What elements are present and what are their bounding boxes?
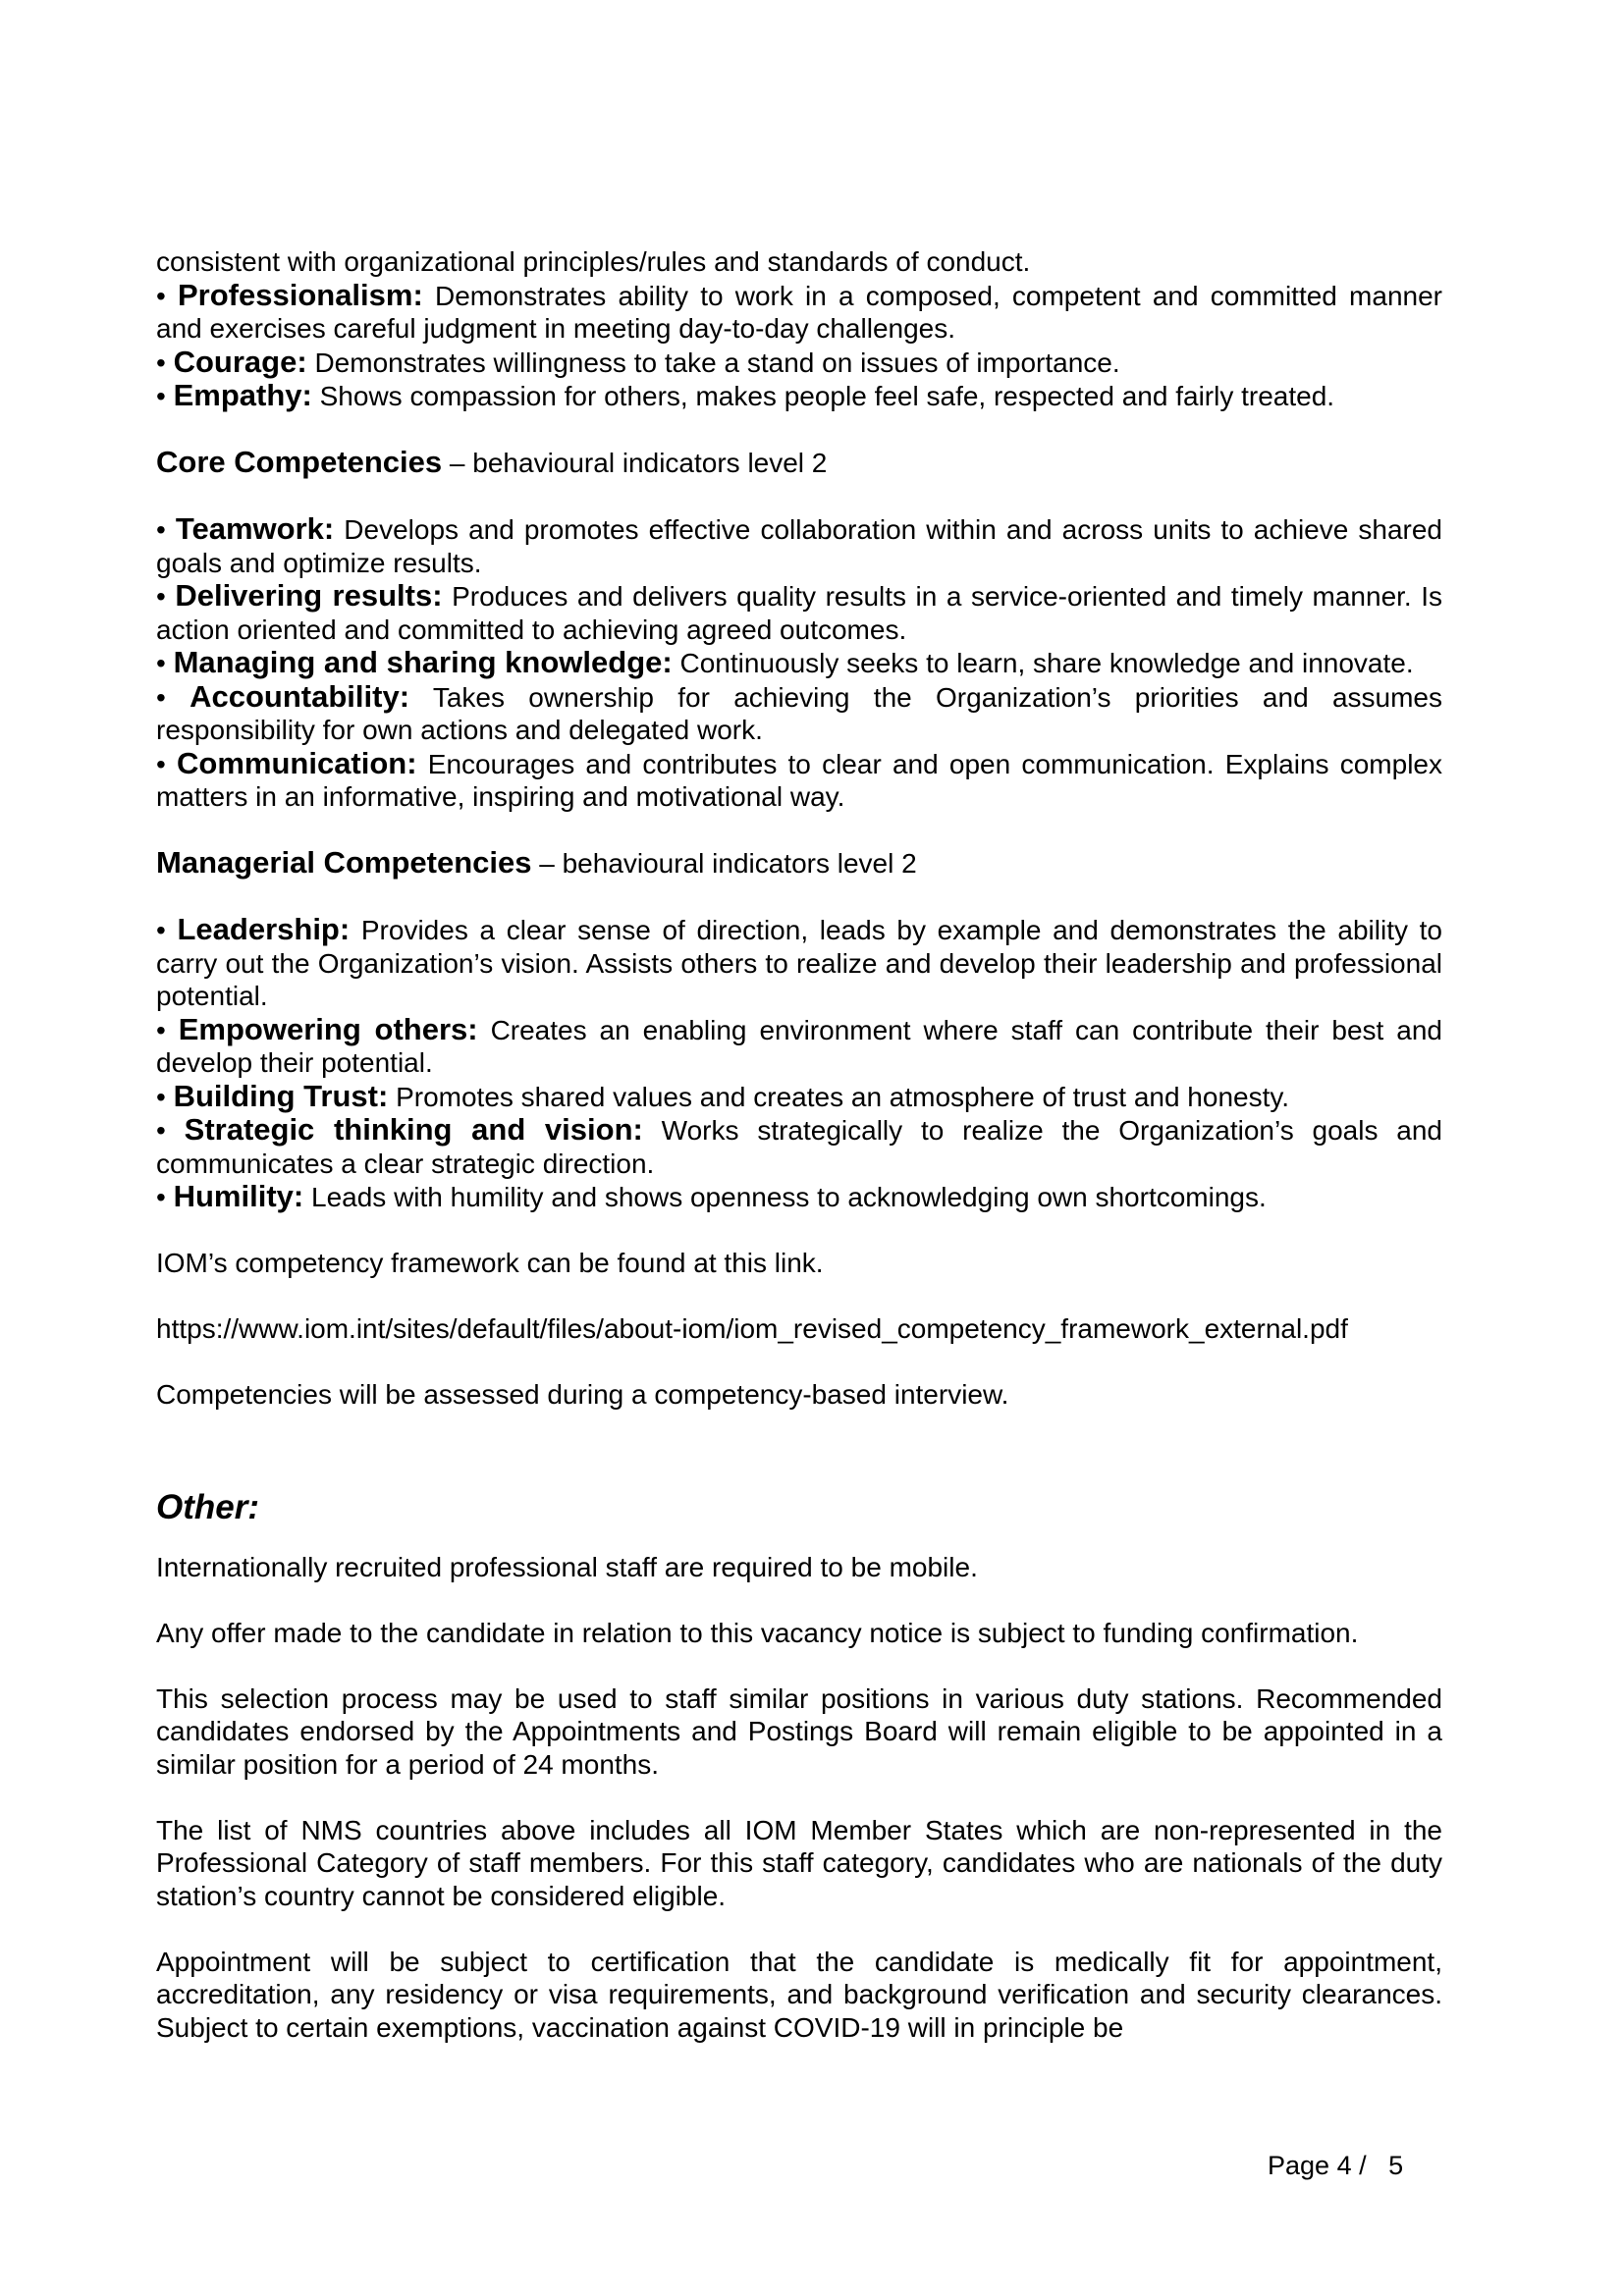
managerial-text: Creates an enabling environment where staff can contribute their best and develop their potential.	[156, 1014, 1442, 1078]
core-item-delivering-results: • Delivering results: Produces and delivers quality results in a service-oriented and timely manner. Is action oriented and committed to achieving agreed outcomes.	[156, 578, 1442, 645]
values-intro: consistent with organizational principles/rules and standards of conduct.	[156, 246, 1031, 277]
framework-text: IOM’s competency framework can be found at this link.	[156, 1248, 824, 1278]
managerial-text: Works strategically to realize the Organization’s goals and communicates a clear strategic direction.	[156, 1115, 1443, 1179]
managerial-term: Humility:	[173, 1179, 304, 1213]
managerial-heading-sub: – behavioural indicators level 2	[539, 848, 917, 879]
value-text: Demonstrates ability to work in a composed, competent and committed manner and exercises careful judgment in meeting day-to-day challenges.	[156, 280, 1442, 344]
core-term: Accountability:	[189, 678, 410, 714]
managerial-item-leadership: • Leadership: Provides a clear sense of direction, leads by example and demonstrates the ability to carry out the Organization’s vision. Assists others to realize and develop their leadership and professional potential.	[156, 912, 1443, 1011]
value-term: Empathy:	[173, 378, 312, 412]
document-page	[156, 245, 1442, 2044]
managerial-item-building-trust: • Building Trust: Promotes shared values and creates an atmosphere of trust and honesty.	[156, 1078, 1290, 1113]
other-paragraph: Any offer made to the candidate in relation to this vacancy notice is subject to funding confirmation.	[156, 1617, 1359, 1648]
managerial-item-strategic-thinking: • Strategic thinking and vision: Works strategically to realize the Organization’s goals and communicates a clear strategic direction.	[156, 1112, 1443, 1179]
core-text: Takes ownership for achieving the Organization’s priorities and assumes responsibility for own actions and delegated work.	[156, 681, 1442, 745]
managerial-text: Leads with humility and shows openness to acknowledging own shortcomings.	[311, 1182, 1267, 1212]
core-item-managing-knowledge: • Managing and sharing knowledge: Continuously seeks to learn, share knowledge and innovate.	[156, 645, 1414, 679]
managerial-term: Building Trust:	[173, 1078, 389, 1113]
managerial-competencies-heading	[156, 846, 1442, 881]
value-item-professionalism: • Professionalism: Demonstrates ability to work in a composed, competent and committed manner and exercises careful judgment in meeting day-to-day challenges.	[156, 277, 1442, 344]
core-item-accountability: • Accountability: Takes ownership for achieving the Organization’s priorities and assumes responsibility for own actions and delegated work.	[156, 678, 1442, 745]
core-text: Continuously seeks to learn, share knowledge and innovate.	[679, 648, 1414, 678]
other-paragraph: Appointment will be subject to certification that the candidate is medically fit for appointment, accreditation, any residency or visa requirements, and background verification and security clearances. Subject to certain exemptions, vaccination against COVID-19 will in principle be	[156, 1946, 1442, 2043]
other-paragraph: The list of NMS countries above includes all IOM Member States which are non-represented in the Professional Category of staff members. For this staff category, candidates who are nationals of the duty station’s country cannot be considered eligible.	[156, 1814, 1442, 1911]
managerial-item-empowering-others: • Empowering others: Creates an enabling environment where staff can contribute their best and develop their potential.	[156, 1011, 1442, 1078]
core-text: Develops and promotes effective collaboration within and across units to achieve shared goals and optimize results.	[156, 514, 1442, 578]
core-text: Produces and delivers quality results in a service-oriented and timely manner. Is action oriented and committed to achieving agreed outcomes.	[156, 581, 1442, 645]
page-footer	[1268, 2150, 1403, 2182]
core-heading-title: Core Competencies	[156, 445, 443, 479]
page-label: Page	[1268, 2151, 1330, 2180]
managerial-item-humility: • Humility: Leads with humility and shows openness to acknowledging own shortcomings.	[156, 1179, 1267, 1213]
core-text: Encourages and contributes to clear and open communication. Explains complex matters in an informative, inspiring and motivational way.	[156, 748, 1442, 812]
value-text: Shows compassion for others, makes people feel safe, respected and fairly treated.	[319, 381, 1335, 411]
value-term: Professionalism:	[177, 277, 423, 312]
other-paragraph: This selection process may be used to staff similar positions in various duty stations. Recommended candidates endorsed by the Appointments and Postings Board will remain eligible to be appointed in a similar position for a period of 24 months.	[156, 1682, 1442, 1780]
page-separator: /	[1359, 2151, 1367, 2180]
value-item-empathy: • Empathy: Shows compassion for others, makes people feel safe, respected and fairly treated.	[156, 378, 1335, 412]
managerial-text: Promotes shared values and creates an atmosphere of trust and honesty.	[396, 1081, 1290, 1112]
managerial-text: Provides a clear sense of direction, leads by example and demonstrates the ability to carry out the Organization’s vision. Assists others to realize and develop their leadership and professional potential.	[156, 915, 1443, 1011]
managerial-term: Strategic thinking and vision:	[184, 1112, 643, 1147]
managerial-heading-title: Managerial Competencies	[156, 845, 532, 880]
value-item-courage: • Courage: Demonstrates willingness to take a stand on issues of importance.	[156, 344, 1120, 379]
core-item-teamwork: • Teamwork: Develops and promotes effective collaboration within and across units to achieve shared goals and optimize results.	[156, 511, 1442, 578]
page-total: 5	[1388, 2151, 1404, 2180]
managerial-term: Empowering others:	[178, 1011, 478, 1046]
core-term: Communication:	[177, 745, 417, 780]
other-paragraph: Internationally recruited professional staff are required to be mobile.	[156, 1551, 978, 1582]
value-text: Demonstrates willingness to take a stand on issues of importance.	[314, 347, 1120, 378]
assessment-text: Competencies will be assessed during a competency-based interview.	[156, 1379, 1009, 1410]
core-heading-sub: – behavioural indicators level 2	[449, 448, 828, 478]
core-term: Managing and sharing knowledge:	[173, 645, 673, 679]
other-section-title: Other:	[156, 1487, 259, 1526]
page-number: 4	[1336, 2151, 1352, 2180]
core-term: Delivering results:	[175, 578, 443, 613]
core-item-communication: • Communication: Encourages and contributes to clear and open communication. Explains complex matters in an informative, inspiring and motivational way.	[156, 745, 1442, 812]
managerial-term: Leadership:	[177, 912, 351, 946]
value-term: Courage:	[173, 344, 307, 379]
core-competencies-heading	[156, 446, 1442, 480]
framework-link[interactable]: https://www.iom.int/sites/default/files/about-iom/iom_revised_competency_framework_external.pdf	[156, 1313, 1348, 1344]
core-term: Teamwork:	[175, 511, 335, 546]
